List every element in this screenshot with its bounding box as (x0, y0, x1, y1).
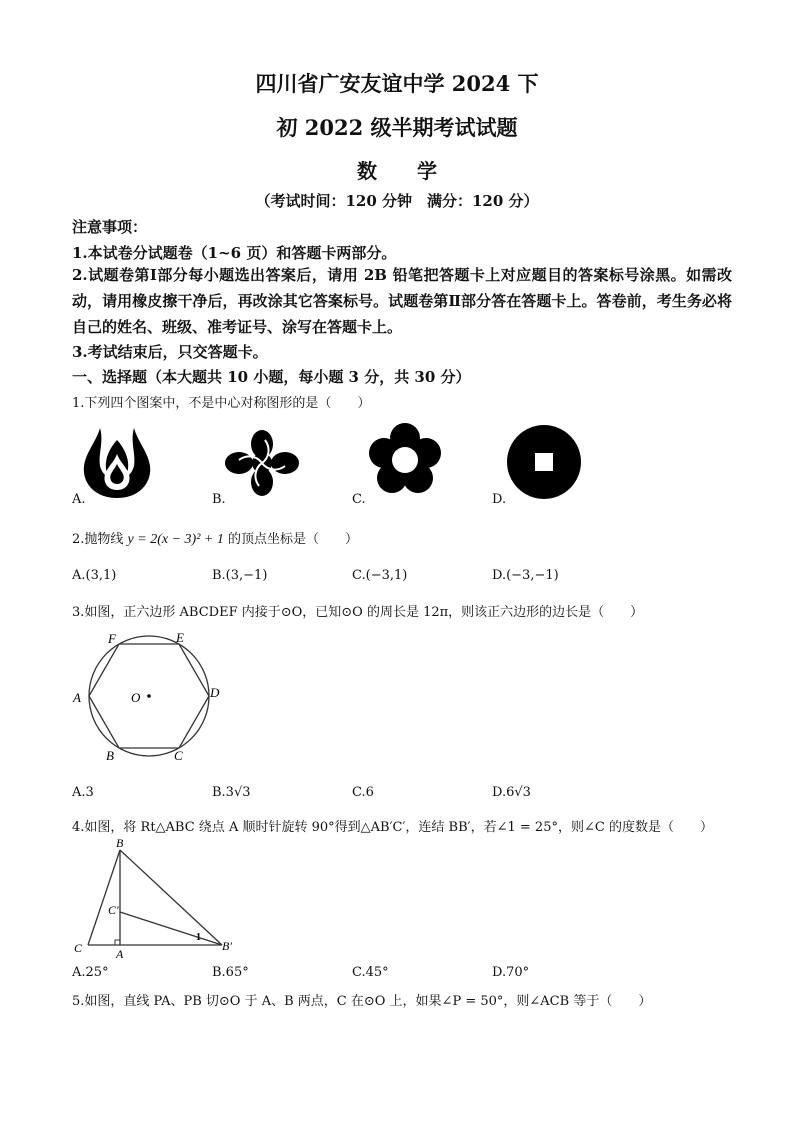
notes-heading: 注意事项： (72, 218, 148, 236)
q4-option-a[interactable]: A.25° (72, 965, 109, 980)
hex-label-e: E (176, 630, 184, 645)
tri-label-b-prime: B′ (222, 939, 232, 953)
coin-pattern-icon (506, 424, 582, 500)
q4-option-c[interactable]: C.45° (352, 965, 389, 980)
section-title: 一、选择题（本大题共 10 小题，每小题 3 分，共 30 分） (72, 368, 471, 386)
q2-option-d[interactable]: D.(−3,−1) (492, 568, 559, 583)
tri-label-b: B (116, 836, 124, 850)
hex-label-a: A (73, 690, 81, 705)
q1-option-a[interactable]: A. (72, 492, 86, 507)
flame-pattern-icon (80, 420, 154, 500)
exam-title: 初 2022 级半期考试试题 (276, 115, 518, 140)
note-item-1: 1.本试卷分试题卷（1~6 页）和答题卡两部分。 (72, 244, 397, 262)
hex-label-f: F (108, 631, 116, 646)
tri-label-c: C (74, 941, 83, 955)
school-title: 四川省广安友谊中学 2024 下 (255, 71, 539, 96)
q1-stem: 1.下列四个图案中，不是中心对称图形的是（ ） (72, 396, 371, 411)
q3-option-b[interactable]: B.3√3 (212, 785, 251, 800)
note-item-2: 2.试题卷第Ⅰ部分每小题选出答案后，请用 2B 铅笔把答题卡上对应题目的答案标号涂黑。如需改动，请用橡皮擦干净后，再改涂其它答案标号。试题卷第Ⅱ部分答在答题卡上。答卷前，考生务必将自己的姓名、班级、准考证号、涂写在答题卡上。 (72, 266, 732, 336)
q3-option-a[interactable]: A.3 (72, 785, 94, 800)
q2-formula: y = 2(x − 3)² + 1 (127, 532, 224, 547)
q4-option-d[interactable]: D.70° (492, 965, 530, 980)
q1-option-b[interactable]: B. (212, 492, 226, 507)
flower-pattern-icon (367, 422, 443, 498)
note-item-3: 3.考试结束后，只交答题卡。 (72, 343, 268, 361)
tri-label-c-prime: C′ (108, 903, 119, 917)
hex-label-c: C (174, 748, 183, 762)
q1-option-d[interactable]: D. (492, 492, 507, 507)
rotation-triangle-figure (70, 836, 240, 964)
q3-option-d[interactable]: D.6√3 (492, 785, 531, 800)
q2-option-b[interactable]: B.(3,−1) (212, 568, 268, 583)
exam-info: （考试时间：120 分钟 满分：120 分） (255, 192, 539, 210)
tri-label-a: A (116, 947, 124, 961)
hex-label-o: O (131, 690, 141, 705)
q3-stem: 3.如图，正六边形 ABCDEF 内接于⊙O，已知⊙O 的周长是 12π，则该正六边形的边长是（ ） (72, 605, 644, 620)
q4-option-b[interactable]: B.65° (212, 965, 249, 980)
q2-stem (72, 528, 358, 548)
hex-label-d: D (210, 685, 220, 700)
tri-angle-label: 1 (196, 932, 201, 943)
q5-stem: 5.如图，直线 PA、PB 切⊙O 于 A、B 两点，C 在⊙O 上，如果∠P = 50°，则∠ACB 等于（ ） (72, 994, 652, 1009)
q3-option-c[interactable]: C.6 (352, 785, 374, 800)
q1-option-c[interactable]: C. (352, 492, 366, 507)
subject-title: 数 学 (357, 159, 437, 183)
four-leaf-pattern-icon (225, 430, 299, 496)
q2-suffix: 的顶点坐标是（ ） (227, 532, 358, 547)
q4-stem: 4.如图，将 Rt△ABC 绕点 A 顺时针旋转 90°得到△AB′C′，连结 BB′，若∠1 = 25°，则∠C 的度数是（ ） (72, 820, 713, 835)
q2-option-c[interactable]: C.(−3,1) (352, 568, 408, 583)
q2-prefix: 2.抛物线 (72, 532, 124, 547)
hex-label-b: B (106, 748, 114, 762)
hexagon-circle-figure (70, 630, 230, 762)
q2-option-a[interactable]: A.(3,1) (72, 568, 117, 583)
